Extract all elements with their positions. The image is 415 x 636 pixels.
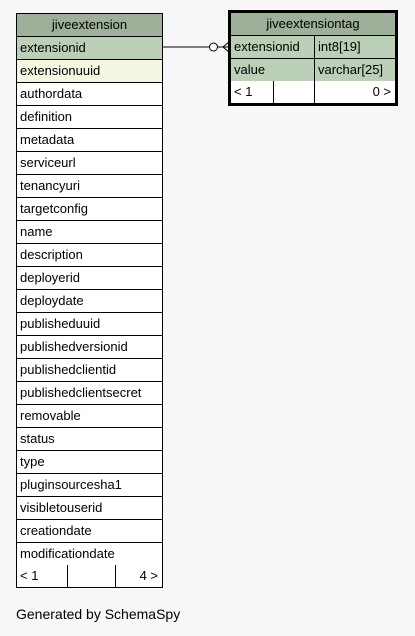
generated-by-label: Generated by SchemaSpy bbox=[16, 606, 181, 622]
table-header-jiveextensiontag[interactable]: jiveextensiontag bbox=[231, 13, 395, 36]
column-row-modificationdate[interactable] bbox=[17, 543, 162, 565]
parent-count: < 1 bbox=[17, 565, 68, 587]
child-count: 0 > bbox=[372, 84, 391, 99]
column-name: modificationdate bbox=[20, 546, 115, 561]
column-row-deployerid[interactable] bbox=[17, 267, 162, 290]
column-name: type bbox=[20, 454, 45, 469]
table-jiveextensiontag[interactable] bbox=[228, 10, 398, 106]
column-name: removable bbox=[20, 408, 81, 423]
column-row-pluginsourcesha1[interactable] bbox=[17, 474, 162, 497]
column-row-publishedclientsecret[interactable] bbox=[17, 382, 162, 405]
column-name: value bbox=[231, 59, 315, 81]
column-row-metadata[interactable] bbox=[17, 129, 162, 152]
column-name: extensionid bbox=[231, 36, 315, 58]
column-name: definition bbox=[20, 109, 73, 124]
zero-marker-icon bbox=[210, 43, 218, 51]
column-name: publishedversionid bbox=[20, 339, 128, 354]
column-name: deployerid bbox=[20, 270, 80, 285]
column-row-visibletouserid[interactable] bbox=[17, 497, 162, 520]
column-row-extensionuuid[interactable] bbox=[17, 60, 162, 83]
column-row-tenancyuri[interactable] bbox=[17, 175, 162, 198]
column-row-publishedclientid[interactable] bbox=[17, 359, 162, 382]
column-name: extensionid bbox=[20, 40, 86, 55]
table-footer-jiveextension bbox=[17, 565, 162, 587]
table-jiveextension[interactable] bbox=[16, 13, 163, 588]
column-row-removable[interactable] bbox=[17, 405, 162, 428]
table-header-jiveextension[interactable]: jiveextension bbox=[17, 14, 162, 37]
column-name: creationdate bbox=[20, 523, 92, 538]
column-type: varchar[25] bbox=[318, 62, 384, 77]
child-count: 4 > bbox=[139, 568, 158, 583]
column-row-extensionid[interactable] bbox=[17, 37, 162, 60]
column-row-authordata[interactable] bbox=[17, 83, 162, 106]
parent-count: < 1 bbox=[231, 81, 274, 103]
column-name: targetconfig bbox=[20, 201, 88, 216]
column-name: deploydate bbox=[20, 293, 84, 308]
column-name: publisheduuid bbox=[20, 316, 101, 331]
column-row-description[interactable] bbox=[17, 244, 162, 267]
column-row-publisheduuid[interactable] bbox=[17, 313, 162, 336]
column-name: publishedclientid bbox=[20, 362, 117, 377]
column-name: extensionuuid bbox=[20, 63, 101, 78]
table-footer-jiveextensiontag bbox=[231, 81, 395, 103]
column-row-targetconfig[interactable] bbox=[17, 198, 162, 221]
footer-spacer bbox=[68, 565, 116, 587]
column-row-serviceurl[interactable] bbox=[17, 152, 162, 175]
column-row-status[interactable] bbox=[17, 428, 162, 451]
column-row-creationdate[interactable] bbox=[17, 520, 162, 543]
column-name: name bbox=[20, 224, 53, 239]
column-row-publishedversionid[interactable] bbox=[17, 336, 162, 359]
column-name: authordata bbox=[20, 86, 83, 101]
column-name: visibletouserid bbox=[20, 500, 103, 515]
column-name: pluginsourcesha1 bbox=[20, 477, 122, 492]
column-row-definition[interactable] bbox=[17, 106, 162, 129]
column-name: description bbox=[20, 247, 83, 262]
column-row-value[interactable] bbox=[231, 59, 395, 81]
column-name: serviceurl bbox=[20, 155, 76, 170]
column-row-name[interactable] bbox=[17, 221, 162, 244]
column-name: publishedclientsecret bbox=[20, 385, 142, 400]
column-name: status bbox=[20, 431, 55, 446]
column-row-type[interactable] bbox=[17, 451, 162, 474]
column-name: metadata bbox=[20, 132, 75, 147]
footer-spacer bbox=[274, 81, 315, 103]
column-row-deploydate[interactable] bbox=[17, 290, 162, 313]
column-name: tenancyuri bbox=[20, 178, 80, 193]
column-type: int8[19] bbox=[318, 39, 361, 54]
column-row-extensionid[interactable] bbox=[231, 36, 395, 59]
